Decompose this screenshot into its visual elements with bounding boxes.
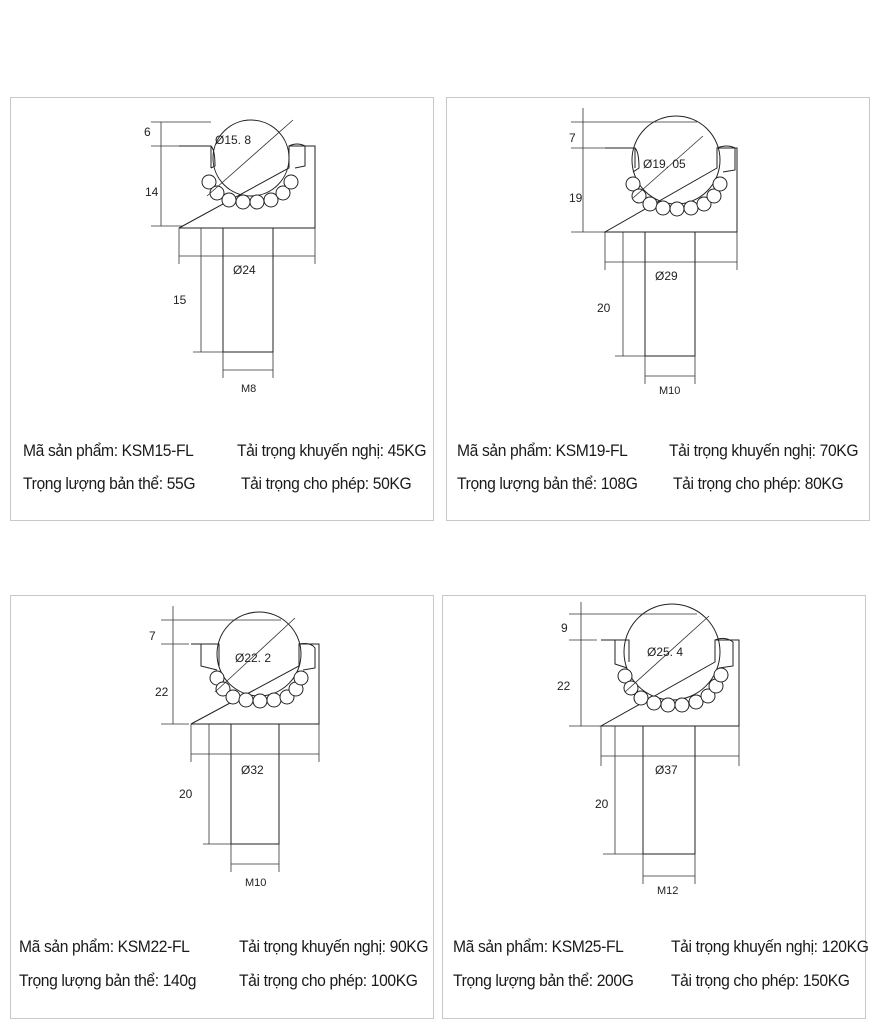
product-weight: Trọng lượng bản thể: 200G: [453, 971, 634, 990]
dim-ball-diameter: Ø25. 4: [647, 645, 684, 659]
product-card-ksm19: [446, 97, 870, 521]
allow-load: Tải trọng cho phép: 150KG: [671, 971, 850, 990]
product-code: Mã sản phẩm: KSM22-FL: [19, 937, 190, 956]
dim-ball-diameter: Ø15. 8: [215, 133, 252, 147]
product-card-ksm22: [10, 595, 434, 1019]
dim-stud-length: 15: [173, 293, 187, 307]
dim-stud-length: 20: [179, 787, 193, 801]
allow-load: Tải trọng cho phép: 80KG: [673, 474, 844, 493]
dim-height: 22: [155, 685, 169, 699]
bearing-balls: [618, 668, 728, 712]
allow-load: Tải trọng cho phép: 100KG: [239, 971, 418, 990]
dim-body-diameter: Ø29: [655, 269, 678, 283]
product-weight: Trọng lượng bản thể: 140g: [19, 971, 197, 990]
dim-top: 7: [149, 629, 156, 643]
dim-stud-length: 20: [597, 301, 611, 315]
product-code: Mã sản phẩm: KSM25-FL: [453, 937, 624, 956]
product-code: Mã sản phẩm: KSM19-FL: [457, 441, 628, 460]
dim-stud-length: 20: [595, 797, 609, 811]
dim-body-diameter: Ø37: [655, 763, 678, 777]
dim-top: 6: [144, 125, 151, 139]
dim-height: 22: [557, 679, 571, 693]
product-card-ksm25: [442, 595, 869, 1019]
dim-height: 14: [145, 185, 159, 199]
dim-thread: M10: [659, 385, 681, 397]
bearing-balls: [210, 671, 308, 708]
dim-height: 19: [569, 191, 583, 205]
dim-thread: M8: [241, 383, 257, 395]
bearing-balls: [202, 175, 298, 209]
product-code: Mã sản phẩm: KSM15-FL: [23, 441, 194, 460]
dim-ball-diameter: Ø19. 05: [643, 157, 686, 171]
dim-top: 7: [569, 131, 576, 145]
dim-thread: M12: [657, 885, 679, 897]
bearing-balls: [626, 177, 727, 216]
product-card-ksm15: [10, 97, 434, 521]
dim-body-diameter: Ø24: [233, 263, 256, 277]
dim-top: 9: [561, 621, 568, 635]
dim-ball-diameter: Ø22. 2: [235, 651, 272, 665]
rec-load: Tải trọng khuyến nghị: 120KG: [671, 937, 869, 956]
rec-load: Tải trọng khuyến nghị: 45KG: [237, 441, 427, 460]
product-weight: Trọng lượng bản thể: 55G: [23, 474, 196, 493]
rec-load: Tải trọng khuyến nghị: 90KG: [239, 937, 429, 956]
dim-thread: M10: [245, 877, 267, 889]
allow-load: Tải trọng cho phép: 50KG: [241, 474, 412, 493]
rec-load: Tải trọng khuyến nghị: 70KG: [669, 441, 859, 460]
product-weight: Trọng lượng bản thể: 108G: [457, 474, 638, 493]
dim-body-diameter: Ø32: [241, 763, 264, 777]
